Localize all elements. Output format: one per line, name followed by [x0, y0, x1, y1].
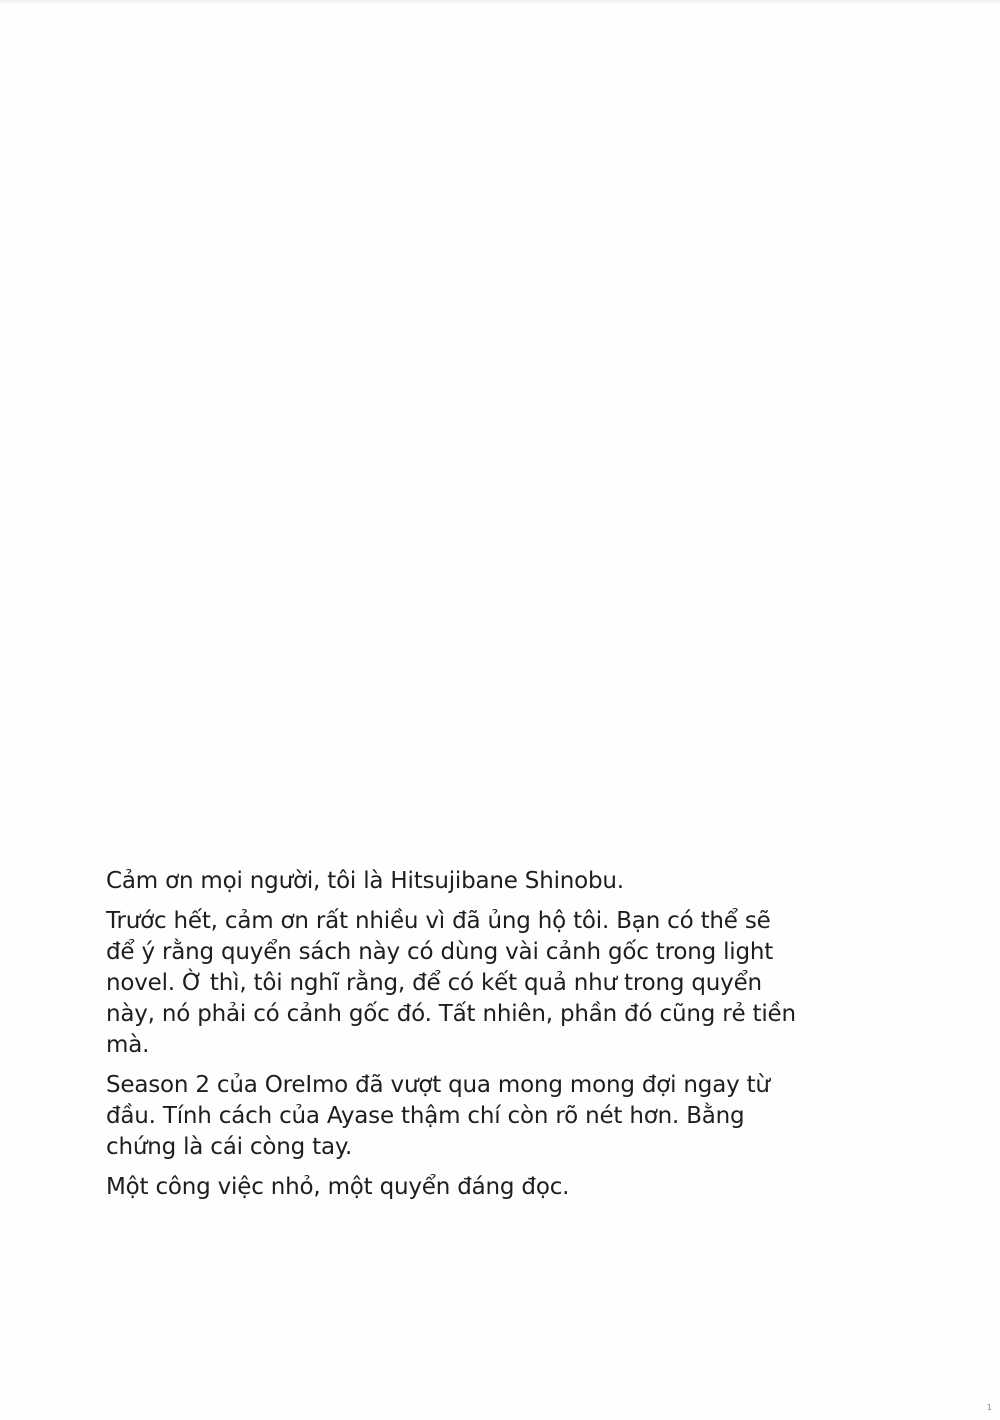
afterword-paragraph-closing: Một công việc nhỏ, một quyển đáng đọc.	[106, 1174, 570, 1200]
scan-edge-shadow	[0, 0, 1000, 4]
afterword-paragraph-greeting: Cảm ơn mọi người, tôi là Hitsujibane Shinobu.	[106, 868, 624, 894]
page-number: 1	[986, 1403, 992, 1412]
afterword-paragraph-thanks: Trước hết, cảm ơn rất nhiều vì đã ủng hộ tôi. Bạn có thể sẽ để ý rằng quyển sách này có dùng vài cảnh gốc trong light novel. Ờ thì, tôi nghĩ rằng, để có kết quả như trong quyển này, nó phải có cảnh gốc đó. Tất nhiên, phần đó cũng rẻ tiền mà.	[106, 908, 796, 1058]
afterword-text	[106, 866, 806, 1212]
afterword-paragraph-season: Season 2 của OreImo đã vượt qua mong mong đợi ngay từ đầu. Tính cách của Ayase thậm chí còn rõ nét hơn. Bằng chứng là cái còng tay.	[106, 1072, 770, 1160]
